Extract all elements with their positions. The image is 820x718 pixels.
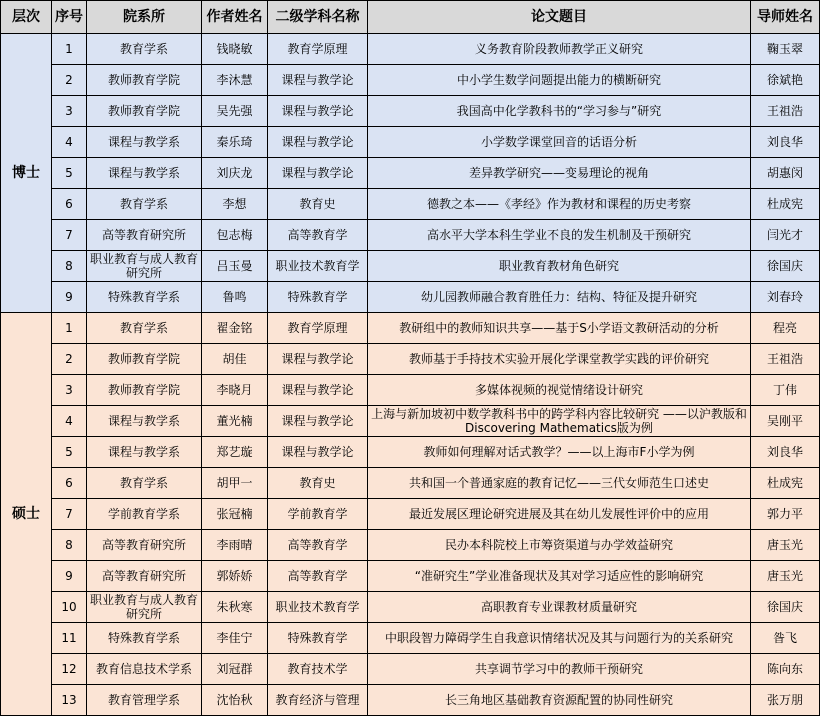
cell-advisor: 刘良华 xyxy=(751,127,820,158)
cell-advisor: 陈向东 xyxy=(751,654,820,685)
cell-department: 高等教育研究所 xyxy=(87,561,202,592)
cell-department: 教育管理学系 xyxy=(87,685,202,716)
cell-title: 中小学生数学问题提出能力的横断研究 xyxy=(368,65,751,96)
cell-department: 职业教育与成人教育研究所 xyxy=(87,251,202,282)
cell-number: 4 xyxy=(52,406,87,437)
cell-number: 5 xyxy=(52,437,87,468)
cell-number: 9 xyxy=(52,561,87,592)
table-row xyxy=(1,34,820,65)
cell-title: 长三角地区基础教育资源配置的协同性研究 xyxy=(368,685,751,716)
cell-discipline: 教育技术学 xyxy=(268,654,368,685)
cell-number: 12 xyxy=(52,654,87,685)
cell-department: 教育学系 xyxy=(87,313,202,344)
cell-advisor: 张万朋 xyxy=(751,685,820,716)
cell-title: 最近发展区理论研究进展及其在幼儿发展性评价中的应用 xyxy=(368,499,751,530)
cell-discipline: 课程与教学论 xyxy=(268,96,368,127)
cell-department: 特殊教育学系 xyxy=(87,623,202,654)
cell-department: 教师教育学院 xyxy=(87,375,202,406)
cell-department: 教育学系 xyxy=(87,189,202,220)
cell-number: 6 xyxy=(52,189,87,220)
cell-number: 6 xyxy=(52,468,87,499)
table-row xyxy=(1,623,820,654)
table-header xyxy=(1,1,820,34)
cell-discipline: 特殊教育学 xyxy=(268,282,368,313)
cell-discipline: 教育学原理 xyxy=(268,34,368,65)
cell-title: 义务教育阶段教师教学正义研究 xyxy=(368,34,751,65)
cell-discipline: 高等教育学 xyxy=(268,530,368,561)
cell-title: 共和国一个普通家庭的教育记忆——三代女师范生口述史 xyxy=(368,468,751,499)
cell-title: 高水平大学本科生学业不良的发生机制及干预研究 xyxy=(368,220,751,251)
cell-discipline: 课程与教学论 xyxy=(268,437,368,468)
header-department: 院系所 xyxy=(87,1,202,34)
cell-title: 上海与新加坡初中数学教科书中的跨学科内容比较研究 ——以沪教版和Discovering Mathematics版为例 xyxy=(368,406,751,437)
header-discipline: 二级学科名称 xyxy=(268,1,368,34)
cell-author: 李沐慧 xyxy=(202,65,268,96)
cell-title: 民办本科院校上市筹资渠道与办学效益研究 xyxy=(368,530,751,561)
cell-number: 13 xyxy=(52,685,87,716)
cell-advisor: 刘春玲 xyxy=(751,282,820,313)
cell-advisor: 杜成宪 xyxy=(751,468,820,499)
cell-number: 2 xyxy=(52,65,87,96)
cell-title: 教师如何理解对话式教学？——以上海市F小学为例 xyxy=(368,437,751,468)
cell-discipline: 课程与教学论 xyxy=(268,127,368,158)
table-row xyxy=(1,282,820,313)
cell-author: 董光楠 xyxy=(202,406,268,437)
cell-department: 教师教育学院 xyxy=(87,96,202,127)
table-row xyxy=(1,158,820,189)
cell-number: 7 xyxy=(52,220,87,251)
table-row xyxy=(1,437,820,468)
cell-advisor: 徐国庆 xyxy=(751,592,820,623)
cell-discipline: 课程与教学论 xyxy=(268,406,368,437)
cell-author: 张冠楠 xyxy=(202,499,268,530)
cell-discipline: 高等教育学 xyxy=(268,561,368,592)
cell-discipline: 课程与教学论 xyxy=(268,375,368,406)
cell-number: 8 xyxy=(52,530,87,561)
cell-author: 翟金铭 xyxy=(202,313,268,344)
cell-number: 1 xyxy=(52,313,87,344)
cell-number: 3 xyxy=(52,375,87,406)
cell-title: 我国高中化学教科书的“学习参与”研究 xyxy=(368,96,751,127)
cell-author: 李想 xyxy=(202,189,268,220)
cell-number: 11 xyxy=(52,623,87,654)
cell-title: 小学数学课堂回音的话语分析 xyxy=(368,127,751,158)
cell-department: 特殊教育学系 xyxy=(87,282,202,313)
cell-number: 2 xyxy=(52,344,87,375)
table-row xyxy=(1,685,820,716)
cell-author: 胡佳 xyxy=(202,344,268,375)
level-cell: 硕士 xyxy=(1,313,52,716)
cell-author: 钱晓敏 xyxy=(202,34,268,65)
cell-author: 刘庆龙 xyxy=(202,158,268,189)
cell-department: 教师教育学院 xyxy=(87,65,202,96)
cell-discipline: 高等教育学 xyxy=(268,220,368,251)
cell-advisor: 唐玉光 xyxy=(751,561,820,592)
cell-department: 课程与教学系 xyxy=(87,127,202,158)
table-row xyxy=(1,530,820,561)
cell-number: 8 xyxy=(52,251,87,282)
table-row xyxy=(1,406,820,437)
cell-discipline: 教育史 xyxy=(268,189,368,220)
header-author: 作者姓名 xyxy=(202,1,268,34)
table-row xyxy=(1,344,820,375)
cell-advisor: 丁伟 xyxy=(751,375,820,406)
table-row xyxy=(1,375,820,406)
table-row xyxy=(1,220,820,251)
table-row xyxy=(1,499,820,530)
master-group xyxy=(1,313,820,716)
table-row xyxy=(1,313,820,344)
cell-advisor: 郭力平 xyxy=(751,499,820,530)
cell-title: 职业教育教材角色研究 xyxy=(368,251,751,282)
cell-department: 高等教育研究所 xyxy=(87,530,202,561)
cell-advisor: 徐国庆 xyxy=(751,251,820,282)
cell-author: 郭娇娇 xyxy=(202,561,268,592)
cell-number: 4 xyxy=(52,127,87,158)
cell-discipline: 课程与教学论 xyxy=(268,158,368,189)
table-row xyxy=(1,65,820,96)
table-row xyxy=(1,654,820,685)
header-advisor: 导师姓名 xyxy=(751,1,820,34)
cell-advisor: 鞠玉翠 xyxy=(751,34,820,65)
cell-advisor: 昝飞 xyxy=(751,623,820,654)
cell-department: 高等教育研究所 xyxy=(87,220,202,251)
cell-author: 秦乐琦 xyxy=(202,127,268,158)
cell-advisor: 吴刚平 xyxy=(751,406,820,437)
cell-number: 9 xyxy=(52,282,87,313)
cell-title: 德教之本——《孝经》作为教材和课程的历史考察 xyxy=(368,189,751,220)
cell-department: 课程与教学系 xyxy=(87,406,202,437)
cell-author: 李雨晴 xyxy=(202,530,268,561)
table-row xyxy=(1,592,820,623)
cell-title: 教师基于手持技术实验开展化学课堂教学实践的评价研究 xyxy=(368,344,751,375)
cell-department: 教师教育学院 xyxy=(87,344,202,375)
table-row xyxy=(1,251,820,282)
header-title: 论文题目 xyxy=(368,1,751,34)
header-row xyxy=(1,1,820,34)
table-row xyxy=(1,189,820,220)
cell-title: 中职段智力障碍学生自我意识情绪状况及其与问题行为的关系研究 xyxy=(368,623,751,654)
cell-title: 共享调节学习中的教师干预研究 xyxy=(368,654,751,685)
cell-author: 郑艺璇 xyxy=(202,437,268,468)
cell-title: 教研组中的教师知识共享——基于S小学语文教研活动的分析 xyxy=(368,313,751,344)
cell-number: 10 xyxy=(52,592,87,623)
cell-department: 教育信息技术学系 xyxy=(87,654,202,685)
header-number: 序号 xyxy=(52,1,87,34)
cell-discipline: 教育史 xyxy=(268,468,368,499)
cell-author: 朱秋寒 xyxy=(202,592,268,623)
cell-discipline: 课程与教学论 xyxy=(268,65,368,96)
cell-advisor: 王祖浩 xyxy=(751,344,820,375)
cell-advisor: 王祖浩 xyxy=(751,96,820,127)
cell-title: 幼儿园教师融合教育胜任力：结构、特征及提升研究 xyxy=(368,282,751,313)
cell-department: 学前教育学系 xyxy=(87,499,202,530)
cell-discipline: 学前教育学 xyxy=(268,499,368,530)
table-row xyxy=(1,127,820,158)
cell-advisor: 刘良华 xyxy=(751,437,820,468)
cell-discipline: 课程与教学论 xyxy=(268,344,368,375)
phd-group xyxy=(1,34,820,313)
cell-discipline: 职业技术教育学 xyxy=(268,251,368,282)
cell-number: 5 xyxy=(52,158,87,189)
cell-title: 多媒体视频的视觉情绪设计研究 xyxy=(368,375,751,406)
cell-author: 吴先强 xyxy=(202,96,268,127)
cell-title: 高职教育专业课教材质量研究 xyxy=(368,592,751,623)
cell-discipline: 教育经济与管理 xyxy=(268,685,368,716)
cell-advisor: 程亮 xyxy=(751,313,820,344)
cell-department: 职业教育与成人教育研究所 xyxy=(87,592,202,623)
cell-author: 李晓月 xyxy=(202,375,268,406)
cell-department: 教育学系 xyxy=(87,34,202,65)
cell-author: 李佳宁 xyxy=(202,623,268,654)
table-row xyxy=(1,96,820,127)
cell-number: 7 xyxy=(52,499,87,530)
cell-advisor: 杜成宪 xyxy=(751,189,820,220)
cell-author: 包志梅 xyxy=(202,220,268,251)
cell-author: 沈怡秋 xyxy=(202,685,268,716)
cell-advisor: 唐玉光 xyxy=(751,530,820,561)
cell-department: 课程与教学系 xyxy=(87,437,202,468)
cell-advisor: 徐斌艳 xyxy=(751,65,820,96)
table-row xyxy=(1,468,820,499)
cell-department: 教育学系 xyxy=(87,468,202,499)
cell-discipline: 教育学原理 xyxy=(268,313,368,344)
cell-discipline: 职业技术教育学 xyxy=(268,592,368,623)
cell-title: 差异教学研究——变易理论的视角 xyxy=(368,158,751,189)
cell-author: 胡甲一 xyxy=(202,468,268,499)
cell-advisor: 胡惠闵 xyxy=(751,158,820,189)
cell-number: 1 xyxy=(52,34,87,65)
header-level: 层次 xyxy=(1,1,52,34)
table-row xyxy=(1,561,820,592)
cell-author: 鲁鸣 xyxy=(202,282,268,313)
cell-advisor: 闫光才 xyxy=(751,220,820,251)
cell-title: “准研究生”学业准备现状及其对学习适应性的影响研究 xyxy=(368,561,751,592)
cell-department: 课程与教学系 xyxy=(87,158,202,189)
level-cell: 博士 xyxy=(1,34,52,313)
cell-number: 3 xyxy=(52,96,87,127)
cell-discipline: 特殊教育学 xyxy=(268,623,368,654)
cell-author: 吕玉曼 xyxy=(202,251,268,282)
cell-author: 刘冠群 xyxy=(202,654,268,685)
